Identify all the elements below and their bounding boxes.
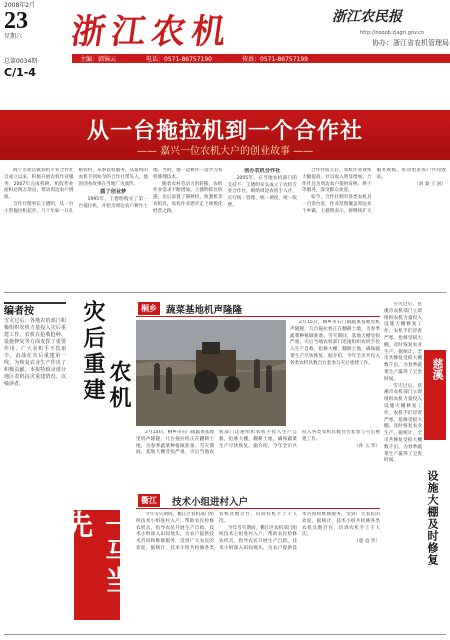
publisher-url[interactable]: http://nooob.zjagri.gov.cn	[360, 30, 425, 36]
date-block	[4, 2, 48, 40]
section-divider	[4, 292, 446, 293]
lead-article-body	[4, 168, 446, 284]
section3-body	[384, 302, 422, 630]
section3-tag: 慈溪	[431, 358, 444, 380]
section3-text: 雪灾过后，慈溪市农机部门立即组织农机力量投入设施大棚修复工作，农机手们冒着严寒，抢修受损大棚，及时恢复农业生产。据统计，全市共修复受损大棚数千亩，为春季蔬菜生产赢得了宝贵时间。	[384, 302, 422, 382]
publisher-logo: 浙江农民报	[332, 9, 402, 25]
section1-text: 2月15日，桐乡市石门镇蔬菜基地里机声隆隆，几台拖拉机正在翻耕土地，为春季蔬菜种植做准备。雪灾期间，基地大棚受损严重，灾后当地农机部门迅速组织农机手投入生产自救，抢修大棚，翻耕土地，确保蔬菜生产尽快恢复。据介绍，今年全市共投入各类农机具数百台套参与灾后重建工作。	[290, 320, 380, 366]
section1-title: 蔬菜基地机声隆隆	[166, 305, 243, 316]
section3-text-repeat: 雪灾过后，慈溪市农机部门立即组织农机力量投入设施大棚修复工作，农机手们冒着严寒，抢修受损大棚，及时恢复农业生产。据统计，全市共修复受损大棚数千亩，为春季蔬菜生产赢得了宝贵时间。	[384, 383, 422, 464]
section2-rule	[136, 508, 380, 509]
section1-byline: （孙 玉 华）	[354, 443, 380, 449]
editor-note-text: 雪灾过后，各地农机部门积极组织农机力量投入灾后重建工作。农机在抢收抢种、设施修复等方面发挥了重要作用，广大农机手不畏艰辛，奋战在灾后重建第一线，为恢复农业生产作出了积极贡献。本报特辑录部分地区农机抗灾重建情况，以飨读者。	[4, 318, 66, 387]
section2-title: 技术小组进村入户	[172, 497, 249, 508]
section1-body-cont	[136, 430, 380, 470]
section2-text: 今年雪灾期间，衢江区农机部门组织技术小组进村入户，帮助农民检修农机具，指导农民开展生产自救。技术小组深入田间地头，为农户提供技术咨询和维修服务，受到广大农民的欢迎。据统计，技术小组共检修各类农机具数百台，培训农机手上千人次。	[136, 512, 297, 551]
lead-headline: 从一台拖拉机到一个合作社	[86, 118, 363, 144]
lead-paragraph: 合作社成立后，农机作业效率大幅提高，社员收入明显增加。合作社还为周边农户提供育秧、烘干等服务，深受群众欢迎。	[302, 168, 372, 194]
lead-subhead: —— 嘉兴一位农机大户的创业故事 ——	[136, 146, 314, 157]
lead-paragraph: 如今，合作社拥有各类农机具一百余台套，作业范围覆盖周边多个乡镇。王德明表示，将继续扩大服务规模，带动更多农户共同致富。	[302, 168, 446, 214]
editor-note-title: 编者按	[4, 306, 34, 317]
lead-minor-head-2: 创办农机合作社	[244, 168, 281, 174]
feature-title-red-block	[61, 510, 134, 620]
feature-title-red: 一马当先	[61, 510, 134, 594]
phone-number: 电话：0571-86757190	[146, 56, 212, 63]
section1-body	[290, 320, 380, 426]
fax-number: 传真：0571-86757199	[242, 56, 308, 63]
section2-text-repeat: 今年雪灾期间，衢江区农机部门组织技术小组进村入户，帮助农民检修农机具，指导农民开展生产自救。技术小组深入田间地头，为农户提供技术咨询和维修服务，受到广大农民的欢迎。据统计，技术小组共检修各类农机具数百台，培训农机手上千人次。	[219, 512, 380, 551]
section2-tag: 衢江	[138, 494, 160, 507]
section3-tag-block	[424, 350, 446, 440]
lead-paragraph: 2005年，在当地农机部门的支持下，王德明牵头成立了农机专业合作社，吸纳周边农机手入社，实行统一管理、统一调度、统一收费。	[227, 175, 297, 208]
page-number: C/1-4	[4, 65, 36, 79]
masthead	[0, 0, 450, 52]
bottom-rule	[4, 634, 446, 635]
editor-name: 主编：韩锦云	[80, 56, 117, 63]
section2-byline: （童 益 华）	[354, 539, 380, 545]
feature-title-column	[61, 300, 134, 630]
tractor-photo	[136, 320, 286, 426]
issue-number: 总第0034期	[4, 58, 38, 65]
section3-title: 设施大棚及时修复	[426, 470, 439, 566]
lead-byline: （刘 秦 王 国）	[414, 181, 446, 187]
lead-paragraph: 海宁市盐官镇农机专业合作社自成立以来，积极开展农机作业服务，2007年完成机耕、机收作业面积达两万余亩，带动周边农户增收。	[4, 168, 74, 201]
section1-rule	[136, 316, 380, 317]
feature-title-line2: 农机	[106, 360, 132, 412]
cohost-text: 协办：浙江省农机管理局	[372, 39, 449, 47]
newspaper-title: 浙江农机	[68, 12, 235, 52]
section2-body	[136, 512, 380, 630]
contact-bar	[72, 54, 450, 63]
section1-text-repeat: 2月15日，桐乡市石门镇蔬菜基地里机声隆隆，几台拖拉机正在翻耕土地，为春季蔬菜种植做准备。雪灾期间，基地大棚受损严重，灾后当地农机部门迅速组织农机手投入生产自救，抢修大棚，翻耕土地，确保蔬菜生产尽快恢复。据介绍，今年全市共投入各类农机具数百台套参与灾后重建工作。	[136, 430, 380, 456]
date-text: 2008年2月	[4, 2, 36, 9]
lead-paragraph: 1995年，王德明购买了第一台拖拉机，开始为周边农户耕作土地。当时，他一边耕作一边学习农机修理技术。	[78, 168, 223, 209]
feature-title-line1: 灾后重建	[80, 300, 106, 404]
issue-info	[4, 58, 37, 80]
weekday-text: 星期六	[4, 33, 23, 41]
lead-paragraph: 合作社理事长王德明，从一台小型拖拉机起步，几十年如一日扎根农村，从事农机服务。从最初的农机手到如今的合作社带头人，他的创业故事在当地广为流传。	[4, 168, 148, 214]
lead-paragraph: 随着农村劳动力的转移，农机作业需求不断增加。王德明抓住机遇，先后添置了插秧机、收割机等农机具，农机作业逐步走上规模化经营之路。	[153, 181, 223, 214]
section1-tag: 桐乡	[138, 302, 160, 315]
tractor-photo-image	[136, 320, 286, 426]
day-number: 23	[4, 8, 28, 35]
lead-minor-head: 圆了创业梦	[100, 189, 127, 196]
